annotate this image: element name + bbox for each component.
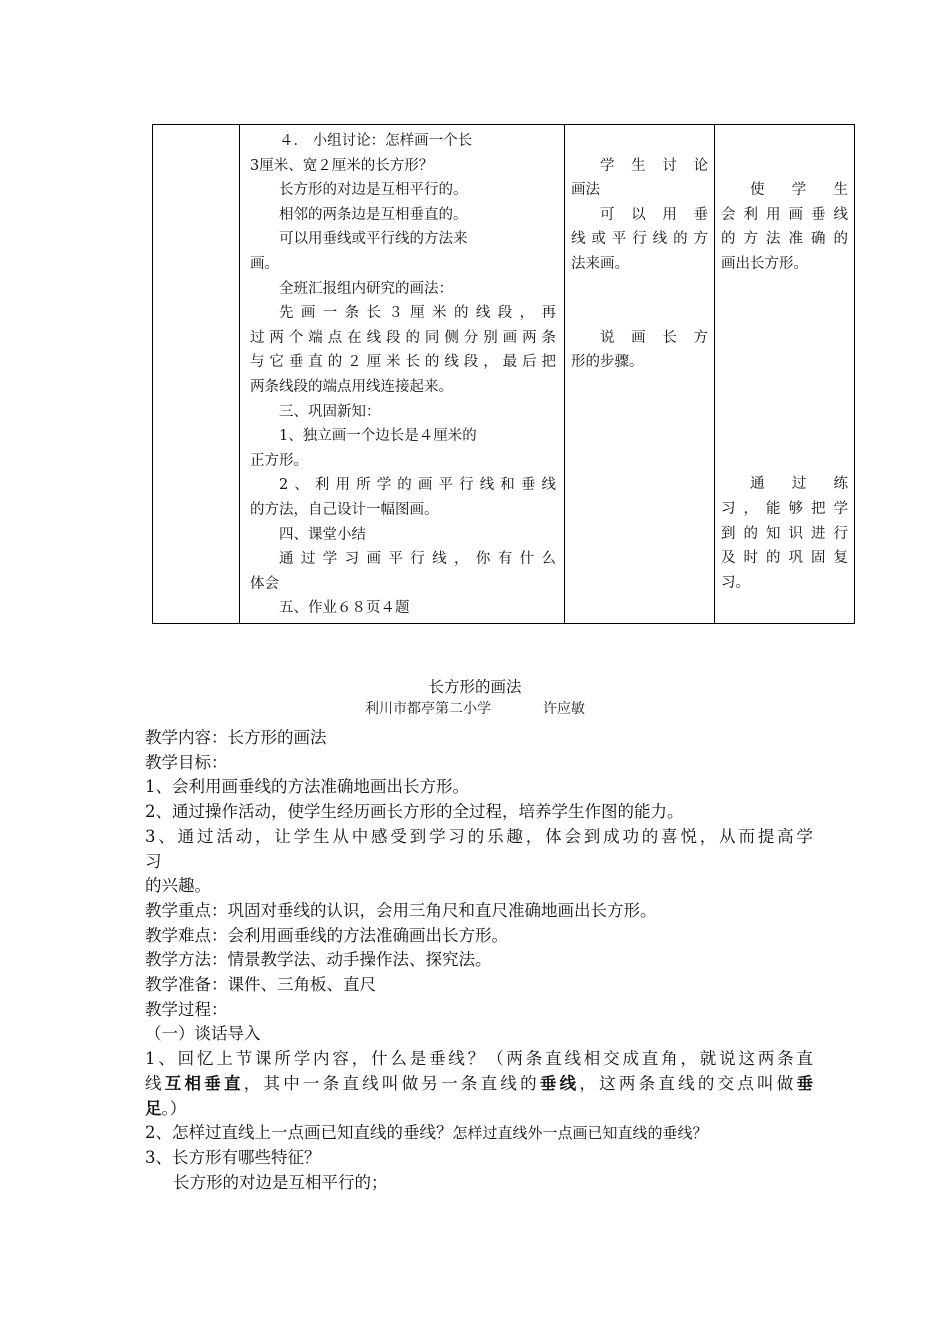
text-line: 正方形。 <box>250 452 308 469</box>
section-heading: 四、课堂小结 <box>279 526 366 543</box>
text-line: 相邻的两条边是互相垂直的。 <box>279 206 468 223</box>
body-line: 长方形的对边是互相平行的； <box>173 1172 388 1192</box>
text-line: 会利用画垂线 <box>721 206 848 223</box>
section-heading: 三、巩固新知： <box>279 403 381 420</box>
text-line: 到的知识进行 <box>721 525 848 542</box>
text-line: 全班汇报组内研究的画法： <box>279 280 453 297</box>
text-line: 使学生 <box>750 182 848 198</box>
body-line: 教学准备：课件、三角板、直尺 <box>145 975 376 995</box>
body-line: 3、通过活动，让学生从中感受到学习的乐趣，体会到成功的喜悦，从而提高学 <box>145 826 813 846</box>
text-line: 可以用垂 <box>600 206 708 223</box>
title-block <box>0 676 950 720</box>
text-line: 两条线段的端点用线连接起来。 <box>250 378 453 395</box>
bold-term: 垂 <box>796 1073 814 1093</box>
text-line: 说画长方 <box>600 329 708 346</box>
body-line: 教学难点：会利用画垂线的方法准确画出长方形。 <box>145 925 508 945</box>
table-row <box>153 125 855 624</box>
text-line: 线或平行线的方 <box>571 231 708 248</box>
text-line: 学生讨论 <box>600 157 708 174</box>
text-line: 习。 <box>721 574 750 591</box>
body-line: 的兴趣。 <box>145 876 211 896</box>
text-line: 的方法，自己设计一幅图画。 <box>250 501 439 518</box>
text-line: 通过练 <box>750 476 848 493</box>
body-line: 教学方法：情景教学法、动手操作法、探究法。 <box>145 950 492 970</box>
teaching-process-cell <box>240 125 565 624</box>
lesson-body <box>145 726 813 1195</box>
student-activity-cell <box>565 125 715 624</box>
text-line: 通过学习画平行线，你有什么 <box>279 551 556 568</box>
text-line: 1、独立画一个边长是４厘米的 <box>279 428 477 445</box>
text-line: 与它垂直的２厘米长的线段，最后把 <box>250 354 556 371</box>
document-title: 长方形的画法 <box>428 678 522 696</box>
bold-term: 垂线 <box>539 1073 580 1093</box>
text-line: 法来画。 <box>571 255 629 272</box>
body-line: 足。） <box>145 1098 187 1118</box>
body-line: 教学过程： <box>145 999 228 1019</box>
text-line: 可以用垂线或平行线的方法来 <box>279 231 468 248</box>
empty-cell <box>153 125 240 624</box>
body-line: 3、长方形有哪些特征？ <box>145 1147 321 1167</box>
body-line: 教学目标： <box>145 752 228 772</box>
lesson-plan-table <box>152 124 855 624</box>
body-line: 2、怎样过直线上一点画已知直线的垂线？怎样过直线外一点画已知直线的垂线？ <box>145 1123 708 1143</box>
text-line: 先画一条长３厘米的线段，再 <box>279 305 556 322</box>
bold-term: 足 <box>145 1098 162 1118</box>
text-line: 长方形的对边是互相平行的。 <box>279 182 468 199</box>
body-line: 2、通过操作活动，使学生经历画长方形的全过程，培养学生作图的能力。 <box>145 802 684 822</box>
text-line: 体会 <box>250 575 279 592</box>
author-name: 许应敏 <box>543 701 585 717</box>
text-line: 2、利用所学的画平行线和垂线 <box>279 477 556 494</box>
design-intent-cell <box>715 125 855 624</box>
text-line: 及时的巩固复 <box>721 550 848 567</box>
text-line: 的方法准确的 <box>721 231 848 248</box>
body-line: 教学重点：巩固对垂线的认识，会用三角尺和直尺准确地画出长方形。 <box>145 900 657 920</box>
text-line: 形的步骤。 <box>571 354 644 371</box>
author-line <box>0 698 950 720</box>
school-name: 利川市都亭第二小学 <box>365 701 491 717</box>
text-line: 画出长方形。 <box>721 255 808 272</box>
text-line: 过两个端点在线段的同侧分别画两条 <box>250 329 556 346</box>
body-line: 1、会利用画垂线的方法准确地画出长方形。 <box>145 777 469 797</box>
discussion-item-cont: 3厘米、宽２厘米的长方形？ <box>250 157 434 174</box>
body-line: 线互相垂直，其中一条直线叫做另一条直线的垂线，这两条直线的交点叫做垂 <box>145 1073 814 1093</box>
text-line: 画法 <box>571 182 600 199</box>
bold-term: 互相垂直 <box>164 1073 244 1093</box>
body-line: 1、回忆上节课所学内容，什么是垂线？（两条直线相交成直角，就说这两条直 <box>145 1049 813 1069</box>
section-heading: （一）谈话导入 <box>145 1024 261 1044</box>
homework-line: 五、作业６８页４题 <box>279 600 410 617</box>
body-line: 习 <box>145 851 162 871</box>
text-line: 画。 <box>250 255 279 272</box>
discussion-item: ４． 小组讨论：怎样画一个长 <box>279 133 473 149</box>
text-line: 习，能够把学 <box>721 500 848 517</box>
body-line: 教学内容：长方形的画法 <box>145 728 327 747</box>
